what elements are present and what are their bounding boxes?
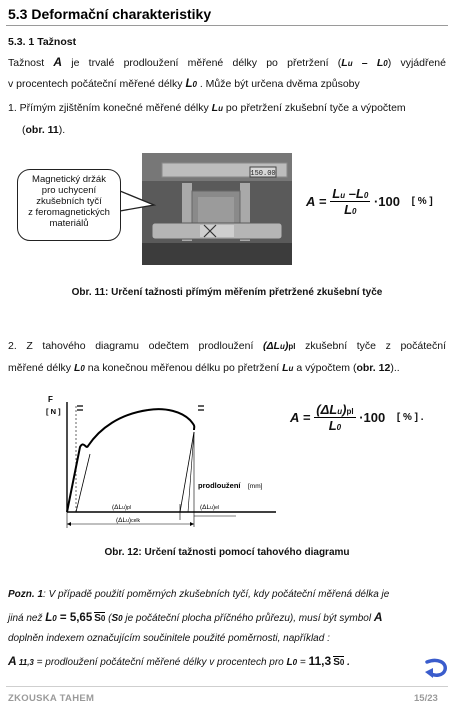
magnetic-holder-callout: Magnetický držák pro uchycení zkušebních tyčí z feromagnetických materiálů (17, 169, 121, 241)
note-line-1: Pozn. 1: V případě použití poměrných zkušebních tyčí, kdy počáteční měřená délka je (8, 589, 390, 600)
method-2-paragraph (8, 335, 446, 379)
footer-divider (6, 686, 448, 687)
specimen-photo-graphic (142, 153, 292, 265)
figure-12-caption: Obr. 12: Určení tažnosti pomocí tahového diagramu (104, 547, 350, 558)
method-1-line-1: 1. Přímým zjištěním konečné měřené délky Lu po přetržení zkušební tyče a výpočtem (8, 102, 406, 114)
footer-title: ZKOUSKA TAHEM (8, 693, 95, 704)
method-1-line-2: (obr. 11). (22, 124, 66, 136)
diagram-x-label: prodloužení (198, 481, 241, 490)
tensile-diagram (40, 392, 280, 532)
specimen-photo (142, 153, 292, 265)
return-arrow-icon[interactable] (423, 658, 449, 680)
diagram-x-unit: [mm] (248, 483, 263, 490)
diagram-curve (67, 409, 194, 512)
note-paragraph (8, 584, 448, 674)
intro-line-2: v procentech počáteční měřené délky L0 . Může být určena dvěma způsoby (8, 78, 360, 90)
intro-line-1: Tažnost A je trvalé prodloužení měřené délky po přetržení (Lu – L0) vyjádřené (8, 55, 446, 69)
caliper-display: 150.00 (250, 170, 276, 178)
method-2-line-2: měřené délky L0 na konečnou měřenou délku po přetržení Lu a výpočtem (obr. 12).. (8, 362, 400, 374)
formula-elongation-diagram: A = $\frac{\text{(ΔLu)pl}}{L0}$ ·100 [ % ] . (290, 402, 424, 433)
diagram-y-label: F (48, 395, 53, 404)
figure-11-caption: Obr. 11: Určení tažnosti přímým měřením přetržené zkušební tyče (71, 287, 383, 298)
page-number: 15/23 (414, 693, 438, 704)
note-line-2: jiná než L0 = 5,65 S0 (S0 je počáteční plocha příčného průřezu), musí být symbol A (8, 610, 383, 624)
method-2-line-1: 2. Z tahového diagramu odečtem prodloužení (ΔLu)pl zkušební tyče z počáteční (8, 340, 446, 352)
method-1-paragraph (8, 97, 446, 141)
dim-plastic-label: (ΔLu)pl (112, 504, 131, 511)
page-title: 5.3 Deformační charakteristiky (8, 6, 212, 22)
dim-elastic-label: (ΔLu)el (200, 504, 219, 511)
formula-elongation-direct: A = $\frac{Lu -L0}{L0}$ ·100 [ % ] (306, 186, 433, 217)
section-title: 5.3. 1 Tažnost (8, 36, 77, 48)
dim-total-label: (ΔLu)celk (116, 517, 140, 524)
note-line-3: doplněn indexem označujícím součinitele použité poměrnosti, například : (8, 633, 330, 644)
title-divider (6, 25, 448, 26)
intro-paragraph (8, 51, 446, 95)
note-line-4: A 11,3 = prodloužení počáteční měřené délky v procentech pro L0 = 11,3 S0 . (8, 654, 350, 668)
diagram-y-unit: [ N ] (46, 407, 61, 416)
